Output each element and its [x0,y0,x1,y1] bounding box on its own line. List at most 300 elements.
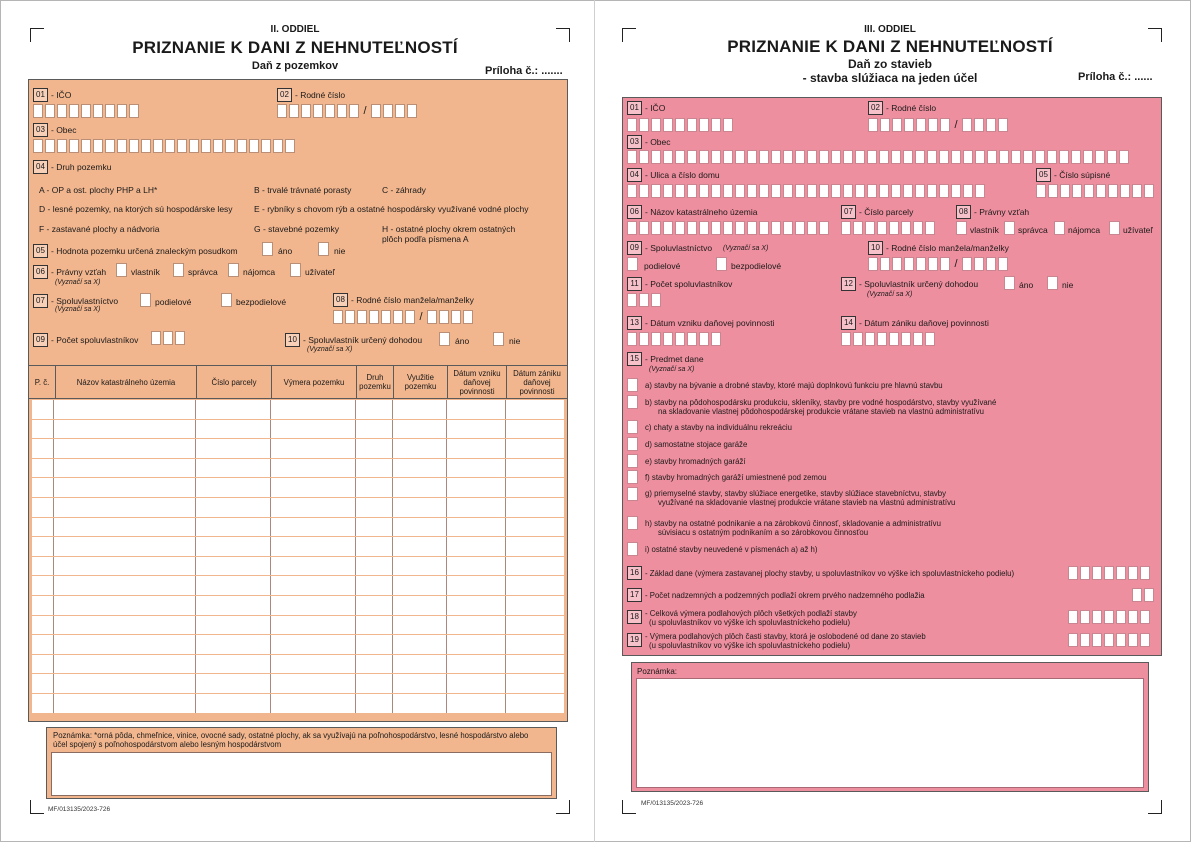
table-cell-input[interactable] [32,400,54,419]
table-cell-input[interactable] [54,537,196,556]
spouse-birth-number-input[interactable]: / [333,310,473,324]
subject-a-checkbox[interactable] [627,378,638,392]
field-number: 06 [33,265,48,279]
table-cell-input[interactable] [506,498,564,517]
field-label: - Počet spoluvlastníkov [51,335,139,345]
table-cell-input[interactable] [271,478,356,497]
co-ownership-joint-checkbox[interactable] [716,257,727,271]
table-row [32,439,564,459]
municipality-input[interactable] [33,139,295,153]
table-cell-input[interactable] [271,537,356,556]
land-tax-panel [28,79,568,722]
option-label: podielové [155,297,192,307]
table-cell-input[interactable] [196,439,271,458]
option-label: bezpodielové [236,297,287,307]
section-title: II. ODDIEL [270,24,320,35]
column-header: Druh pozemku [357,366,394,398]
field-number: 07 [33,294,48,308]
table-row [32,616,564,636]
table-cell-input[interactable] [196,596,271,615]
table-cell-input[interactable] [356,400,393,419]
table-cell-input[interactable] [271,674,356,693]
field-label: - Dátum vzniku daňovej povinnosti [645,318,775,328]
table-cell-input[interactable] [393,694,447,713]
table-cell-input[interactable] [271,557,356,576]
option-label: užívateľ [305,267,335,277]
table-row [32,674,564,694]
table-cell-input[interactable] [196,674,271,693]
land-type-f: F - zastavané plochy a nádvoria [39,224,160,234]
agreed-co-owner-yes-checkbox[interactable] [439,332,450,346]
column-header: Názov katastrálneho územia [56,366,197,398]
table-row [32,635,564,655]
subject-g-checkbox[interactable] [627,487,638,501]
table-row [32,557,564,577]
page-subtitle: Daň z pozemkov [251,60,339,72]
note-input[interactable] [51,752,552,796]
table-cell-input[interactable] [447,518,506,537]
table-cell-input[interactable] [32,694,54,713]
table-cell-input[interactable] [196,459,271,478]
table-cell-input[interactable] [271,518,356,537]
total-floor-area-input[interactable] [1068,610,1150,624]
note-input[interactable] [636,678,1144,788]
agreed-co-owner-no-checkbox[interactable] [493,332,504,346]
table-cell-input[interactable] [54,459,196,478]
table-cell-input[interactable] [447,420,506,439]
note-label: Poznámka: [637,667,678,676]
table-cell-input[interactable] [393,557,447,576]
field-number: 01 [33,88,48,102]
table-cell-input[interactable] [506,674,564,693]
table-cell-input[interactable] [393,674,447,693]
table-cell-input[interactable] [356,674,393,693]
table-cell-input[interactable] [271,400,356,419]
birth-number-input[interactable]: / [277,104,417,118]
table-cell-input[interactable] [54,420,196,439]
co-ownership-joint-checkbox[interactable] [221,293,232,307]
option-label: podielové [644,261,681,271]
table-cell-input[interactable] [196,635,271,654]
field-number: 09 [33,333,48,347]
field-label: - Rodné číslo [886,103,937,113]
table-cell-input[interactable] [447,498,506,517]
column-header: P. č. [29,366,56,398]
field-hint: (Vyznačí sa X) [55,279,101,286]
table-cell-input[interactable] [506,478,564,497]
field-label: - Názov katastrálneho územia [645,207,758,217]
table-cell-input[interactable] [271,420,356,439]
table-cell-input[interactable] [356,694,393,713]
option-label: správca [188,267,218,277]
field-label: - Druh pozemku [51,162,112,172]
field-label: - Obec [645,137,671,147]
option-label: nájomca [1068,225,1101,235]
table-cell-input[interactable] [196,537,271,556]
table-cell-input[interactable] [32,439,54,458]
table-cell-input[interactable] [506,576,564,595]
table-cell-input[interactable] [196,576,271,595]
table-cell-input[interactable] [54,439,196,458]
table-cell-input[interactable] [356,459,393,478]
table-cell-input[interactable] [393,459,447,478]
field-number: 18 [627,610,642,624]
table-cell-input[interactable] [32,459,54,478]
tax-base-input[interactable] [1068,566,1150,580]
field-label: - Rodné číslo manžela/manželky [351,295,474,305]
option-label: nájomca [243,267,276,277]
subject-f-checkbox[interactable] [627,470,638,484]
option-label: nie [1062,280,1074,290]
birth-number-input[interactable]: / [868,118,1008,132]
table-cell-input[interactable] [271,498,356,517]
ico-input[interactable] [627,118,733,132]
attachment-number: Príloha č.: ...... [1078,71,1153,83]
field-label: - IČO [51,90,72,100]
table-cell-input[interactable] [393,420,447,439]
table-cell-input[interactable] [506,420,564,439]
user-checkbox[interactable] [1109,221,1120,235]
option-label: bezpodielové [731,261,782,271]
subject-a-label: a) stavby na bývanie a drobné stavby, ktoré majú doplnkovú funkciu pre hlavnú stavbu [645,381,943,390]
table-cell-input[interactable] [356,478,393,497]
field-label: - Celková výmera podlahových plôch všetkých podlaží stavby [645,609,857,618]
page-subtitle: Daň zo stavieb [847,57,933,71]
land-type-g: G - stavebné pozemky [254,224,340,234]
option-label: správca [1018,225,1048,235]
subject-i-checkbox[interactable] [627,542,638,556]
option-label: áno [278,246,293,256]
field-hint: (Vyznačí sa X) [723,245,769,252]
option-label: užívateľ [1123,225,1153,235]
column-header: Číslo parcely [197,366,272,398]
page-title: PRIZNANIE K DANI Z NEHNUTEĽNOSTÍ [132,38,458,57]
field-number: 02 [868,101,883,115]
table-cell-input[interactable] [271,694,356,713]
table-cell-input[interactable] [447,557,506,576]
subject-c-label: c) chaty a stavby na individuálnu rekreáciu [645,423,792,432]
table-cell-input[interactable] [393,537,447,556]
table-cell-input[interactable] [447,616,506,635]
table-cell-input[interactable] [393,576,447,595]
field-number: 05 [33,244,48,258]
ico-input[interactable] [33,104,139,118]
land-table-header [29,365,567,399]
tenant-checkbox[interactable] [228,263,239,277]
table-cell-input[interactable] [356,537,393,556]
subject-h-label: h) stavby na ostatné podnikanie a na zárobkovú činnosť, skladovanie a administratívu [645,519,941,528]
field-label: - Právny vzťah [974,207,1030,217]
table-cell-input[interactable] [393,596,447,615]
table-cell-input[interactable] [506,655,564,674]
field-number: 10 [285,333,300,347]
field-number: 08 [956,205,971,219]
exempt-floor-area-input[interactable] [1068,633,1150,647]
subject-c-checkbox[interactable] [627,420,638,434]
land-type-d: D - lesné pozemky, na ktorých sú hospodárske lesy [39,204,233,214]
table-cell-input[interactable] [32,498,54,517]
field-label: - Ulica a číslo domu [645,170,720,180]
land-type-h: H - ostatné plochy okrem ostatných plôch podľa písmena A [382,224,516,244]
field-number: 09 [627,241,642,255]
table-cell-input[interactable] [196,616,271,635]
table-cell-input[interactable] [447,655,506,674]
table-cell-input[interactable] [271,655,356,674]
table-cell-input[interactable] [356,596,393,615]
table-cell-input[interactable] [32,674,54,693]
table-row [32,694,564,714]
table-cell-input[interactable] [196,694,271,713]
subject-i-label: i) ostatné stavby neuvedené v písmenách a) až h) [645,545,818,554]
table-cell-input[interactable] [393,518,447,537]
field-number: 07 [841,205,856,219]
column-header: Dátum vzniku daňovej povinnosti [448,366,507,398]
form-code: MF/013135/2023-726 [641,800,704,807]
parcel-number-input[interactable] [841,221,935,235]
table-row [32,459,564,479]
table-cell-input[interactable] [506,439,564,458]
table-cell-input[interactable] [32,616,54,635]
note-panel [631,662,1149,792]
table-cell-input[interactable] [271,635,356,654]
table-cell-input[interactable] [271,616,356,635]
field-label: - Hodnota pozemku určená znaleckým posudkom [51,246,238,256]
table-cell-input[interactable] [447,478,506,497]
table-cell-input[interactable] [54,596,196,615]
field-number: 10 [868,241,883,255]
agreed-co-owner-no-checkbox[interactable] [1047,276,1058,290]
table-cell-input[interactable] [54,400,196,419]
crop-mark [30,800,44,814]
table-cell-input[interactable] [506,518,564,537]
tenant-checkbox[interactable] [1054,221,1065,235]
table-cell-input[interactable] [356,498,393,517]
table-cell-input[interactable] [271,459,356,478]
table-cell-input[interactable] [196,420,271,439]
administrator-checkbox[interactable] [1004,221,1015,235]
street-input[interactable] [627,184,985,198]
building-tax-panel [622,97,1162,656]
crop-mark [622,28,636,42]
field-number: 04 [627,168,642,182]
table-cell-input[interactable] [393,439,447,458]
table-cell-input[interactable] [356,616,393,635]
table-cell-input[interactable] [393,635,447,654]
owner-checkbox[interactable] [956,221,967,235]
table-cell-input[interactable] [54,655,196,674]
administrator-checkbox[interactable] [173,263,184,277]
table-cell-input[interactable] [506,557,564,576]
table-cell-input[interactable] [356,439,393,458]
table-cell-input[interactable] [506,635,564,654]
co-owners-count-input[interactable] [151,331,185,345]
table-cell-input[interactable] [356,557,393,576]
option-label: vlastník [970,225,999,235]
table-row [32,596,564,616]
table-cell-input[interactable] [447,459,506,478]
field-label: - Spoluvlastníctvo [645,243,713,253]
table-cell-input[interactable] [356,420,393,439]
field-number: 16 [627,566,642,580]
page-divider [594,0,595,842]
field-label: - Počet spoluvlastníkov [645,279,733,289]
co-ownership-shared-checkbox[interactable] [140,293,151,307]
option-label: vlastník [131,267,160,277]
subject-b-checkbox[interactable] [627,395,638,409]
table-cell-input[interactable] [356,655,393,674]
field-label: - Výmera podlahových plôch časti stavby, ktorá je oslobodené od dane zo stavieb [645,632,926,641]
section-title: III. ODDIEL [864,24,916,35]
registry-number-input[interactable] [1036,184,1154,198]
field-number: 04 [33,160,48,174]
table-cell-input[interactable] [196,478,271,497]
subject-d-label: d) samostatne stojace garáže [645,440,748,449]
subject-e-checkbox[interactable] [627,454,638,468]
table-cell-input[interactable] [447,694,506,713]
co-owners-count-input[interactable] [627,293,661,307]
table-cell-input[interactable] [196,655,271,674]
table-cell-input[interactable] [32,635,54,654]
subject-h-checkbox[interactable] [627,516,638,530]
table-cell-input[interactable] [32,557,54,576]
field-number: 13 [627,316,642,330]
option-label: nie [509,336,521,346]
note-panel [46,727,557,799]
table-cell-input[interactable] [32,537,54,556]
table-row [32,518,564,538]
field-number: 06 [627,205,642,219]
table-cell-input[interactable] [271,576,356,595]
table-cell-input[interactable] [356,576,393,595]
table-cell-input[interactable] [196,498,271,517]
field-number: 15 [627,352,642,366]
table-cell-input[interactable] [506,400,564,419]
field-number: 12 [841,277,856,291]
form-code: MF/013135/2023-726 [48,806,111,813]
table-cell-input[interactable] [54,478,196,497]
note-text: Poznámka: *orná pôda, chmeľnice, vinice, ovocné sady, ostatné plochy, ak sa využívajú na poľnohospodárstvo, lesné hospodárstvo alebo účel spojený s poľnohospodárstvom alebo lesným hospodárstvom [53,731,529,749]
co-ownership-shared-checkbox[interactable] [627,257,638,271]
table-cell-input[interactable] [393,478,447,497]
table-cell-input[interactable] [356,518,393,537]
table-cell-input[interactable] [393,400,447,419]
table-cell-input[interactable] [506,537,564,556]
subject-d-checkbox[interactable] [627,437,638,451]
expert-value-no-checkbox[interactable] [318,242,329,256]
land-table-body [32,400,564,714]
table-cell-input[interactable] [393,655,447,674]
crop-mark [1148,800,1162,814]
owner-checkbox[interactable] [116,263,127,277]
field-label-2: (u spoluvlastníkov vo výške ich spoluvlastníckeho podielu) [649,641,851,650]
cadastral-area-input[interactable] [627,221,829,235]
table-cell-input[interactable] [393,616,447,635]
field-label: - Základ dane (výmera zastavanej plochy stavby, u spoluvlastníkov vo výške ich spoluvlastníckeho podielu) [645,569,1015,578]
field-hint: (Vyznačí sa X) [55,306,101,313]
field-label: - Spoluvlastník určený dohodou [303,335,423,345]
field-label: - Spoluvlastníctvo [51,296,119,306]
table-cell-input[interactable] [447,537,506,556]
obligation-end-date-input[interactable] [841,332,935,346]
table-cell-input[interactable] [393,498,447,517]
table-cell-input[interactable] [32,420,54,439]
table-cell-input[interactable] [447,635,506,654]
option-label: áno [455,336,470,346]
field-hint: (Vyznačí sa X) [307,346,353,353]
field-number: 02 [277,88,292,102]
crop-mark [556,28,570,42]
table-cell-input[interactable] [54,576,196,595]
table-cell-input[interactable] [506,596,564,615]
table-cell-input[interactable] [447,400,506,419]
field-label: - Právny vzťah [51,267,107,277]
table-cell-input[interactable] [54,694,196,713]
table-cell-input[interactable] [32,576,54,595]
table-cell-input[interactable] [447,439,506,458]
table-cell-input[interactable] [32,655,54,674]
table-cell-input[interactable] [54,616,196,635]
table-cell-input[interactable] [32,596,54,615]
table-cell-input[interactable] [196,557,271,576]
field-number: 03 [33,123,48,137]
table-cell-input[interactable] [356,635,393,654]
table-row [32,655,564,675]
table-row [32,420,564,440]
table-cell-input[interactable] [196,518,271,537]
user-checkbox[interactable] [290,263,301,277]
page-subtitle-2: - stavba slúžiaca na jeden účel [802,71,978,85]
attachment-number: Príloha č.: ....... [485,65,563,77]
table-cell-input[interactable] [271,596,356,615]
field-number: 17 [627,588,642,602]
table-cell-input[interactable] [271,439,356,458]
table-cell-input[interactable] [54,518,196,537]
field-hint: (Vyznačí sa X) [867,291,913,298]
table-cell-input[interactable] [447,596,506,615]
table-cell-input[interactable] [506,459,564,478]
floor-count-input[interactable] [1132,588,1154,602]
page-title: PRIZNANIE K DANI Z NEHNUTEĽNOSTÍ [727,37,1053,56]
field-label-2: (u spoluvlastníkov vo výške ich spoluvlastníckeho podielu) [649,618,851,627]
field-number: 19 [627,633,642,647]
field-label: - Obec [51,125,77,135]
table-cell-input[interactable] [506,616,564,635]
table-cell-input[interactable] [447,576,506,595]
municipality-input[interactable] [627,150,1129,164]
subject-b-label: b) stavby na pôdohospodársku produkciu, skleníky, stavby pre vodné hospodárstvo, stavby využívané [645,398,997,407]
table-cell-input[interactable] [54,635,196,654]
expert-value-yes-checkbox[interactable] [262,242,273,256]
table-cell-input[interactable] [54,557,196,576]
table-cell-input[interactable] [54,674,196,693]
obligation-start-date-input[interactable] [627,332,721,346]
table-cell-input[interactable] [54,498,196,517]
column-header: Dátum zániku daňovej povinnosti [513,368,561,396]
table-cell-input[interactable] [447,674,506,693]
spouse-birth-number-input[interactable]: / [868,257,1008,271]
table-cell-input[interactable] [32,518,54,537]
table-cell-input[interactable] [196,400,271,419]
table-cell-input[interactable] [506,694,564,713]
subject-f-label: f) stavby hromadných garáží umiestnené pod zemou [645,473,827,482]
subject-g-label: g) priemyselné stavby, stavby slúžiace energetike, stavby slúžiace stavebníctvu, stavby [645,489,947,498]
option-label: nie [334,246,346,256]
field-number: 11 [627,277,642,291]
table-row [32,576,564,596]
column-header: Výmera pozemku [272,366,357,398]
table-cell-input[interactable] [32,478,54,497]
agreed-co-owner-yes-checkbox[interactable] [1004,276,1015,290]
